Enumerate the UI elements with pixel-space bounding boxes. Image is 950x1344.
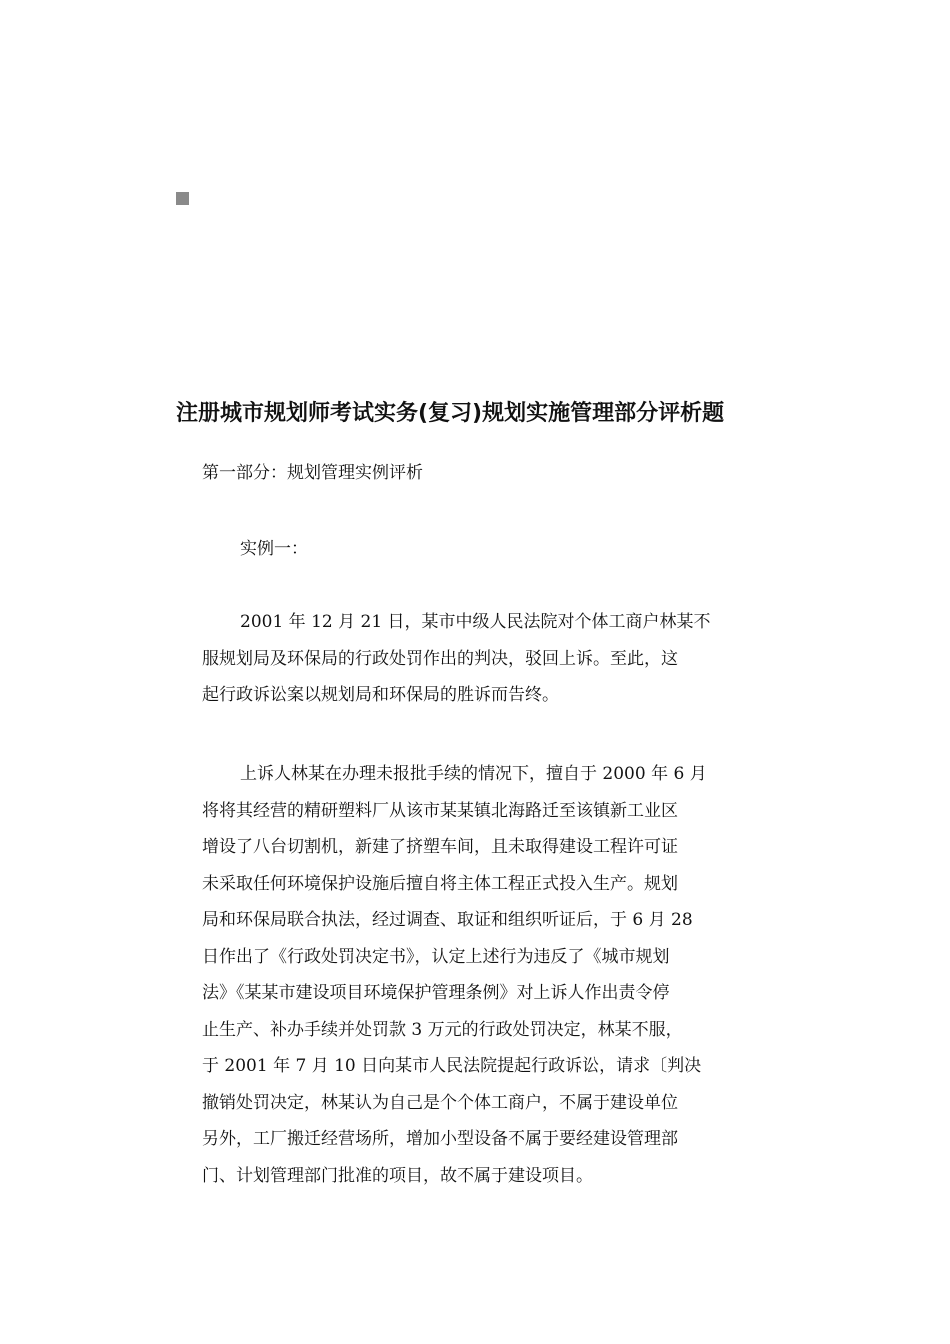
paragraph-line: 另外，工厂搬迁经营场所，增加小型设备不属于要经建设管理部 bbox=[202, 1129, 678, 1149]
paragraph-line: 局和环保局联合执法，经过调查、取证和组织听证后，于 6 月 28 bbox=[202, 910, 693, 930]
paragraph-line: 服规划局及环保局的行政处罚作出的判决，驳回上诉。至此，这 bbox=[202, 648, 678, 669]
paragraph-line: 起行政诉讼案以规划局和环保局的胜诉而告终。 bbox=[202, 685, 559, 705]
paragraph-line: 将将其经营的精研塑料厂从该市某某镇北海路迁至该镇新工业区 bbox=[202, 800, 678, 821]
paragraph-line: 法》《某某市建设项目环境保护管理条例》对上诉人作出责令停 bbox=[202, 983, 670, 1003]
paragraph-line: 上诉人林某在办理未报批手续的情况下，擅自于 2000 年 6 月 bbox=[240, 764, 707, 784]
paragraph-line: 增设了八台切割机，新建了挤塑车间，且未取得建设工程许可证 bbox=[202, 837, 678, 857]
section-heading: 第一部分：规划管理实例评析 bbox=[202, 463, 423, 483]
paragraph-line: 于 2001 年 7 月 10 日向某市人民法院提起行政诉讼，请求〔判决 bbox=[202, 1056, 702, 1076]
paragraph-line: 未采取任何环境保护设施后擅自将主体工程正式投入生产。规划 bbox=[202, 873, 678, 894]
paragraph-1 bbox=[202, 604, 750, 714]
paragraph-2 bbox=[202, 756, 750, 1194]
case-label: 实例一： bbox=[240, 539, 308, 559]
paragraph-line: 止生产、补办手续并处罚款 3 万元的行政处罚决定，林某不服， bbox=[202, 1019, 683, 1040]
document-title: 注册城市规划师考试实务(复习)规划实施管理部分评析题 bbox=[176, 401, 725, 426]
paragraph-line: 2001 年 12 月 21 日，某市中级人民法院对个体工商户林某不 bbox=[240, 612, 711, 632]
bullet-square-icon bbox=[176, 192, 189, 205]
paragraph-line: 撤销处罚决定，林某认为自己是个个体工商户，不属于建设单位 bbox=[202, 1092, 678, 1113]
paragraph-line: 门、计划管理部门批准的项目，故不属于建设项目。 bbox=[202, 1165, 593, 1186]
paragraph-line: 日作出了《行政处罚决定书》，认定上述行为违反了《城市规划 bbox=[202, 946, 670, 967]
